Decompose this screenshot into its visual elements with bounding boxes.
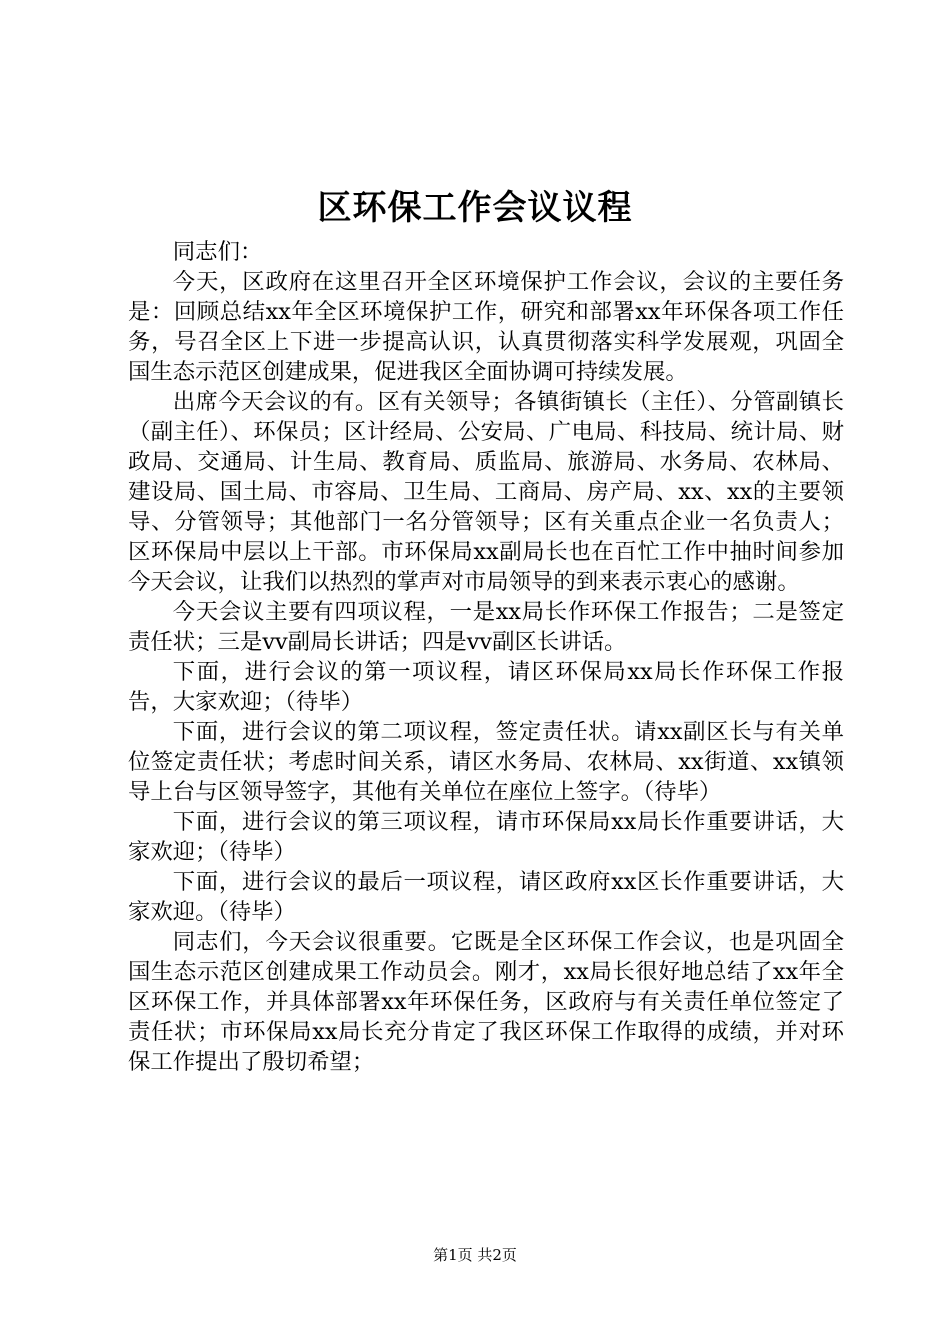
document-body <box>128 237 844 1077</box>
paragraph-agenda-item-4: 下面，进行会议的最后一项议程，请区政府xx区长作重要讲话，大家欢迎。（待毕） <box>128 869 844 925</box>
document-title: 区环保工作会议议程 <box>317 188 633 228</box>
paragraph-agenda-item-1: 下面，进行会议的第一项议程，请区环保局xx局长作环保工作报告，大家欢迎；（待毕） <box>128 659 844 715</box>
paragraph-agenda-overview: 今天会议主要有四项议程，一是xx局长作环保工作报告；二是签定责任状；三是vv副局长讲话；四是vv副区长讲话。 <box>128 599 844 655</box>
page-number-footer: 第1页 共2页 <box>433 1246 517 1264</box>
paragraph-closing: 同志们，今天会议很重要。它既是全区环保工作会议，也是巩固全国生态示范区创建成果工作动员会。刚才，xx局长很好地总结了xx年全区环保工作，并具体部署xx年环保任务，区政府与有关责任单位签定了责任状；市环保局xx局长充分肯定了我区环保工作取得的成绩，并对环保工作提出了殷切希望； <box>128 929 844 1075</box>
paragraph-agenda-item-3: 下面，进行会议的第三项议程，请市环保局xx局长作重要讲话，大家欢迎；（待毕） <box>128 809 844 865</box>
paragraph-opening: 今天，区政府在这里召开全区环境保护工作会议，会议的主要任务是：回顾总结xx年全区环境保护工作，研究和部署xx年环保各项工作任务，号召全区上下进一步提高认识，认真贯彻落实科学发展观，巩固全国生态示范区创建成果，促进我区全面协调可持续发展。 <box>128 269 844 385</box>
paragraph-agenda-item-2: 下面，进行会议的第二项议程，签定责任状。请xx副区长与有关单位签定责任状；考虑时间关系，请区水务局、农林局、xx街道、xx镇领导上台与区领导签字，其他有关单位在座位上签字。（待毕） <box>128 719 844 805</box>
paragraph-salutation: 同志们： <box>172 239 263 265</box>
paragraph-attendees: 出席今天会议的有。区有关领导；各镇街镇长（主任）、分管副镇长（副主任）、环保员；区计经局、公安局、广电局、科技局、统计局、财政局、交通局、计生局、教育局、质监局、旅游局、水务局、农林局、建设局、国土局、市容局、卫生局、工商局、房产局、xx、xx的主要领导、分管领导；其他部门一名分管领导；区有关重点企业一名负责人；区环保局中层以上干部。市环保局xx副局长也在百忙工作中抽时间参加今天会议，让我们以热烈的掌声对市局领导的到来表示衷心的感谢。 <box>128 389 844 595</box>
